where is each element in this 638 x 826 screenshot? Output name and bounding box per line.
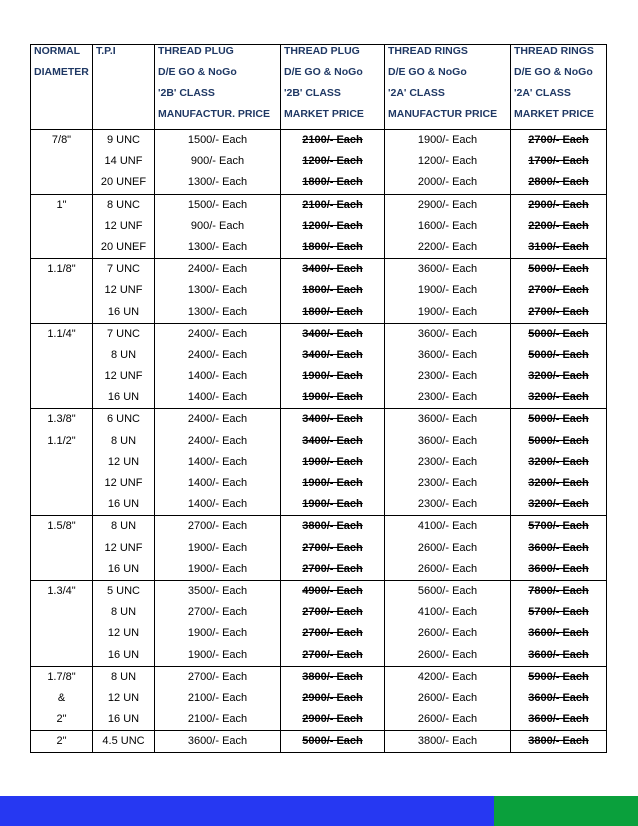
cell-ring-mkt: [511, 323, 607, 409]
cell-plug-mkt: [281, 666, 385, 731]
cell-text: 2900/- Each: [302, 713, 363, 726]
cell-text: 2400/- Each: [187, 263, 248, 276]
cell-ring-mkt: [511, 666, 607, 731]
cell-text: 16 UN: [107, 498, 140, 511]
cell-text: 3600/- Each: [417, 327, 478, 340]
cell-text: 1900/- Each: [302, 455, 363, 468]
cell-tpi: [93, 259, 155, 324]
cell-text: 1200/- Each: [302, 219, 363, 232]
cell-text: 1800/- Each: [302, 284, 363, 297]
cell-plug-mkt: [281, 516, 385, 581]
cell-text: 1.1/8": [47, 263, 76, 276]
cell-plug-mfg: [155, 516, 281, 581]
cell-text: 2600/- Each: [417, 541, 478, 554]
header-row: [31, 45, 607, 130]
cell-text: 1900/- Each: [302, 477, 363, 489]
cell-text: 1900/- Each: [417, 134, 478, 146]
cell-text: 1900/- Each: [302, 498, 363, 511]
cell-text: 3600/- Each: [417, 413, 478, 426]
cell-text: 2700/- Each: [528, 134, 589, 146]
cell-diameter: [31, 580, 93, 666]
cell-text: 900/- Each: [190, 155, 245, 168]
cell-text: 1300/- Each: [187, 240, 248, 253]
cell-text: 1.1/4": [47, 327, 76, 340]
cell-text: 2100/- Each: [187, 691, 248, 704]
footer-blue-bar: [0, 796, 494, 826]
cell-text: 7800/- Each: [528, 584, 589, 597]
cell-text: 3600/- Each: [528, 541, 589, 554]
column-header: [155, 45, 281, 130]
cell-ring-mkt: [511, 731, 607, 753]
cell-diameter: [31, 516, 93, 581]
cell-text: 16 UN: [107, 648, 140, 661]
cell-text: 8 UN: [110, 606, 137, 619]
cell-text: 5000/- Each: [528, 327, 589, 340]
table-row: [31, 516, 607, 581]
cell-text: 8 UN: [110, 520, 137, 533]
cell-text: 2400/- Each: [187, 348, 248, 361]
cell-ring-mfg: [385, 731, 511, 753]
column-header: [93, 45, 155, 130]
cell-text: 1.3/4": [47, 584, 76, 597]
cell-text: 7 UNC: [106, 263, 140, 276]
cell-text: 3600/- Each: [187, 735, 248, 748]
cell-text: 3800/- Each: [417, 735, 478, 748]
cell-text: 2700/- Each: [302, 562, 363, 575]
cell-text: D/E GO & NoGo: [388, 66, 467, 78]
cell-text: 2100/- Each: [302, 198, 363, 211]
cell-text: 4100/- Each: [417, 520, 478, 533]
cell-text: 1.7/8": [47, 670, 76, 683]
cell-text: 1.1/2": [47, 434, 76, 447]
cell-diameter: [31, 323, 93, 409]
cell-text: MANUFACTUR PRICE: [388, 108, 498, 120]
cell-text: 3400/- Each: [302, 434, 363, 447]
cell-text: 4100/- Each: [417, 606, 478, 619]
cell-plug-mfg: [155, 259, 281, 324]
cell-text: 1900/- Each: [187, 541, 248, 554]
cell-text: 16 UN: [107, 713, 140, 726]
cell-text: 16 UN: [107, 305, 140, 318]
cell-ring-mfg: [385, 259, 511, 324]
cell-text: 3400/- Each: [302, 263, 363, 276]
cell-text: 14 UNF: [104, 155, 143, 168]
cell-tpi: [93, 666, 155, 731]
cell-text: T.P.I: [96, 45, 116, 57]
cell-text: 1900/- Each: [417, 305, 478, 318]
cell-text: 2400/- Each: [187, 434, 248, 447]
cell-text: DIAMETER: [34, 66, 89, 78]
cell-text: MANUFACTUR. PRICE: [158, 108, 270, 120]
cell-text: 2700/- Each: [187, 520, 248, 533]
cell-plug-mkt: [281, 409, 385, 516]
cell-text: 12 UNF: [104, 284, 143, 297]
cell-text: 2400/- Each: [187, 327, 248, 340]
cell-ring-mkt: [511, 516, 607, 581]
cell-text: 3400/- Each: [302, 327, 363, 340]
cell-text: 2800/- Each: [528, 176, 589, 189]
cell-tpi: [93, 580, 155, 666]
cell-text: 8 UN: [110, 434, 137, 447]
cell-text: 2700/- Each: [302, 627, 363, 640]
cell-text: 12 UNF: [104, 219, 143, 232]
cell-text: &: [57, 691, 66, 704]
cell-text: 1400/- Each: [187, 455, 248, 468]
cell-text: 2300/- Each: [417, 455, 478, 468]
cell-text: 5000/- Each: [528, 263, 589, 276]
cell-text: 1300/- Each: [187, 305, 248, 318]
cell-text: 1200/- Each: [417, 155, 478, 168]
cell-ring-mkt: [511, 580, 607, 666]
cell-ring-mkt: [511, 130, 607, 195]
cell-plug-mfg: [155, 323, 281, 409]
cell-plug-mkt: [281, 323, 385, 409]
cell-text: 3500/- Each: [187, 584, 248, 597]
cell-text: 1800/- Each: [302, 240, 363, 253]
cell-text: 5000/- Each: [302, 735, 363, 748]
cell-text: 12 UN: [107, 455, 140, 468]
cell-tpi: [93, 323, 155, 409]
table-row: [31, 194, 607, 259]
footer-green-bar: [494, 796, 638, 826]
cell-text: 8 UN: [110, 348, 137, 361]
cell-text: 8 UNC: [106, 198, 140, 211]
cell-diameter: [31, 731, 93, 753]
cell-text: 2700/- Each: [302, 606, 363, 619]
cell-text: 3400/- Each: [302, 348, 363, 361]
cell-text: 3600/- Each: [528, 691, 589, 704]
cell-text: 3100/- Each: [528, 240, 589, 253]
cell-text: 9 UNC: [106, 134, 140, 146]
cell-text: 1900/- Each: [187, 562, 248, 575]
table-row: [31, 666, 607, 731]
cell-text: '2B' CLASS: [284, 87, 341, 99]
cell-text: 3200/- Each: [528, 498, 589, 511]
cell-text: 12 UNF: [104, 370, 143, 383]
column-header: [281, 45, 385, 130]
cell-text: 1300/- Each: [187, 284, 248, 297]
cell-text: 12 UN: [107, 691, 140, 704]
cell-ring-mkt: [511, 194, 607, 259]
cell-text: 1200/- Each: [302, 155, 363, 168]
cell-text: 1500/- Each: [187, 198, 248, 211]
cell-text: 3600/- Each: [417, 263, 478, 276]
cell-text: 2700/- Each: [187, 606, 248, 619]
cell-plug-mkt: [281, 130, 385, 195]
cell-text: 900/- Each: [190, 219, 245, 232]
cell-ring-mkt: [511, 259, 607, 324]
cell-diameter: [31, 259, 93, 324]
cell-text: 5600/- Each: [417, 584, 478, 597]
table-row: [31, 130, 607, 195]
cell-text: 1400/- Each: [187, 477, 248, 489]
table-row: [31, 409, 607, 516]
cell-text: 20 UNEF: [100, 176, 147, 189]
cell-text: THREAD RINGS: [514, 45, 594, 57]
cell-text: 2600/- Each: [417, 713, 478, 726]
cell-plug-mfg: [155, 130, 281, 195]
cell-plug-mkt: [281, 731, 385, 753]
cell-ring-mfg: [385, 323, 511, 409]
cell-text: 1800/- Each: [302, 176, 363, 189]
cell-text: 3800/- Each: [302, 520, 363, 533]
cell-text: 3200/- Each: [528, 391, 589, 404]
cell-text: '2A' CLASS: [514, 87, 571, 99]
cell-text: 4.5 UNC: [102, 735, 145, 748]
cell-text: 7 UNC: [106, 327, 140, 340]
cell-plug-mkt: [281, 580, 385, 666]
cell-text: 2700/- Each: [302, 541, 363, 554]
cell-plug-mfg: [155, 731, 281, 753]
cell-text: 3600/- Each: [528, 562, 589, 575]
cell-text: 2700/- Each: [528, 305, 589, 318]
cell-text: 3800/- Each: [302, 670, 363, 683]
cell-text: 1.3/8": [47, 413, 76, 426]
column-header: [385, 45, 511, 130]
cell-text: 4900/- Each: [302, 584, 363, 597]
cell-text: 12 UNF: [104, 541, 143, 554]
cell-text: 2300/- Each: [417, 391, 478, 404]
cell-text: 2700/- Each: [528, 284, 589, 297]
cell-text: 1900/- Each: [302, 391, 363, 404]
cell-diameter: [31, 666, 93, 731]
cell-text: 5 UNC: [106, 584, 140, 597]
cell-text: MARKET PRICE: [284, 108, 364, 120]
cell-text: 2300/- Each: [417, 477, 478, 489]
cell-text: 3600/- Each: [417, 434, 478, 447]
cell-plug-mkt: [281, 259, 385, 324]
cell-text: MARKET PRICE: [514, 108, 594, 120]
cell-text: 2100/- Each: [302, 134, 363, 146]
cell-text: 2300/- Each: [417, 370, 478, 383]
cell-diameter: [31, 409, 93, 516]
table-row: [31, 580, 607, 666]
cell-text: 1.5/8": [47, 520, 76, 533]
cell-text: 1900/- Each: [417, 284, 478, 297]
cell-text: 2600/- Each: [417, 648, 478, 661]
cell-text: 8 UN: [110, 670, 137, 683]
cell-text: 3800/- Each: [528, 735, 589, 748]
cell-ring-mfg: [385, 516, 511, 581]
cell-text: 2700/- Each: [187, 670, 248, 683]
cell-text: 3200/- Each: [528, 370, 589, 383]
cell-plug-mkt: [281, 194, 385, 259]
cell-text: 2600/- Each: [417, 627, 478, 640]
cell-text: 12 UNF: [104, 477, 143, 489]
cell-text: 1700/- Each: [528, 155, 589, 168]
cell-text: 6 UNC: [106, 413, 140, 426]
cell-text: THREAD RINGS: [388, 45, 468, 57]
cell-text: 1600/- Each: [417, 219, 478, 232]
cell-text: 16 UN: [107, 391, 140, 404]
cell-plug-mfg: [155, 409, 281, 516]
cell-text: 3200/- Each: [528, 455, 589, 468]
cell-text: 3600/- Each: [528, 627, 589, 640]
cell-text: 1400/- Each: [187, 370, 248, 383]
table-row: [31, 259, 607, 324]
cell-text: 2900/- Each: [528, 198, 589, 211]
cell-text: NORMAL: [34, 45, 81, 57]
cell-diameter: [31, 194, 93, 259]
cell-plug-mfg: [155, 666, 281, 731]
price-table: [30, 44, 607, 753]
cell-text: 7/8": [51, 134, 72, 146]
cell-text: THREAD PLUG: [284, 45, 360, 57]
cell-text: 3600/- Each: [528, 648, 589, 661]
cell-text: 16 UN: [107, 562, 140, 575]
cell-text: 2600/- Each: [417, 691, 478, 704]
cell-ring-mfg: [385, 130, 511, 195]
cell-text: 1300/- Each: [187, 176, 248, 189]
cell-text: THREAD PLUG: [158, 45, 234, 57]
cell-text: 2": [56, 713, 67, 726]
cell-text: 2000/- Each: [417, 176, 478, 189]
cell-text: D/E GO & NoGo: [158, 66, 237, 78]
cell-ring-mfg: [385, 580, 511, 666]
table-row: [31, 731, 607, 753]
cell-text: 5900/- Each: [528, 670, 589, 683]
column-header: [511, 45, 607, 130]
cell-text: 12 UN: [107, 627, 140, 640]
cell-text: 3600/- Each: [528, 713, 589, 726]
cell-tpi: [93, 130, 155, 195]
cell-text: 2700/- Each: [302, 648, 363, 661]
cell-text: 2200/- Each: [528, 219, 589, 232]
cell-text: 20 UNEF: [100, 240, 147, 253]
cell-text: 2900/- Each: [417, 198, 478, 211]
cell-tpi: [93, 409, 155, 516]
cell-text: '2B' CLASS: [158, 87, 215, 99]
cell-ring-mkt: [511, 409, 607, 516]
cell-text: 2600/- Each: [417, 562, 478, 575]
cell-text: 1900/- Each: [302, 370, 363, 383]
cell-ring-mfg: [385, 194, 511, 259]
cell-text: 3400/- Each: [302, 413, 363, 426]
cell-text: 5000/- Each: [528, 413, 589, 426]
cell-text: 1400/- Each: [187, 391, 248, 404]
cell-diameter: [31, 130, 93, 195]
cell-tpi: [93, 516, 155, 581]
cell-text: 2200/- Each: [417, 240, 478, 253]
cell-text: '2A' CLASS: [388, 87, 445, 99]
cell-text: 5700/- Each: [528, 520, 589, 533]
cell-text: D/E GO & NoGo: [284, 66, 363, 78]
table-row: [31, 323, 607, 409]
cell-text: 2100/- Each: [187, 713, 248, 726]
cell-text: 1400/- Each: [187, 498, 248, 511]
cell-text: 5000/- Each: [528, 434, 589, 447]
cell-plug-mfg: [155, 580, 281, 666]
cell-text: 4200/- Each: [417, 670, 478, 683]
cell-text: 2300/- Each: [417, 498, 478, 511]
cell-text: 2900/- Each: [302, 691, 363, 704]
cell-plug-mfg: [155, 194, 281, 259]
cell-text: 1500/- Each: [187, 134, 248, 146]
column-header: [31, 45, 93, 130]
cell-text: 5700/- Each: [528, 606, 589, 619]
cell-ring-mfg: [385, 409, 511, 516]
cell-text: 1900/- Each: [187, 648, 248, 661]
cell-text: 2400/- Each: [187, 413, 248, 426]
cell-tpi: [93, 194, 155, 259]
cell-text: 5000/- Each: [528, 348, 589, 361]
cell-ring-mfg: [385, 666, 511, 731]
cell-text: 1800/- Each: [302, 305, 363, 318]
cell-tpi: [93, 731, 155, 753]
cell-text: 1": [56, 198, 67, 211]
cell-text: 3600/- Each: [417, 348, 478, 361]
cell-text: 2": [56, 735, 67, 748]
cell-text: D/E GO & NoGo: [514, 66, 593, 78]
cell-text: 1900/- Each: [187, 627, 248, 640]
cell-text: 3200/- Each: [528, 477, 589, 489]
